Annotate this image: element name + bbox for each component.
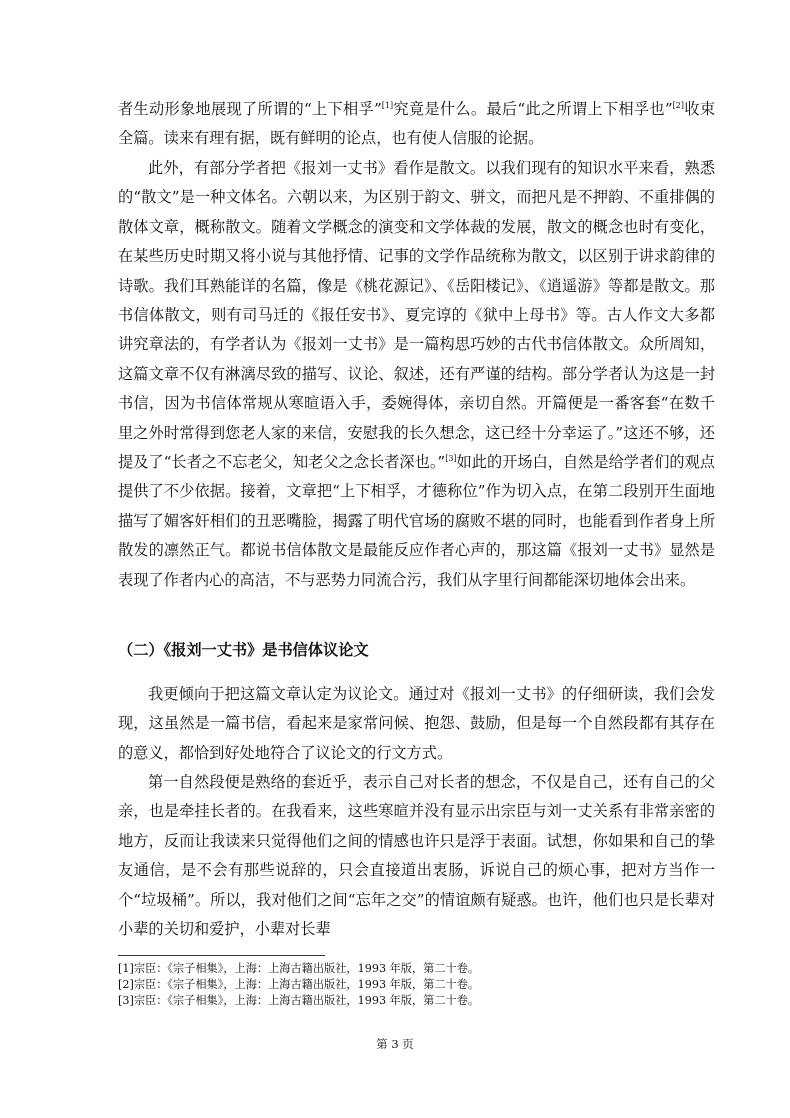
paragraph-text: 收束全篇。读来有理有据，既有鲜明的论点，也有使人信服的论据。 xyxy=(118,100,716,148)
footnote-ref-3: [3] xyxy=(445,454,457,464)
paragraph-text: 如此的开场白，自然是给学者们的观点提供了不少依据。接着，文章把“上下相孚，才德称位”作为切入点，在第二段别开生面地描写了媚客奸相们的丑恶嘴脸，揭露了明代官场的腐败不堪的同时，也能看到作者身上所散发的凛然正气。都说书信体散文是最能反应作者心声的，那这篇《报刘一丈书》显然是表现了作者内心的高洁，不与恶势力同流合污，我们从字里行间都能深切地体会出来。 xyxy=(118,453,715,589)
body-paragraph-1 xyxy=(118,95,715,154)
section-heading: （二）《报刘一丈书》是书信体议论文 xyxy=(118,641,369,659)
footnote-divider xyxy=(118,955,325,956)
paragraph-text: 究竟是什么。最后“此之所谓上下相孚也” xyxy=(393,100,673,118)
body-paragraph-2 xyxy=(118,154,715,595)
body-paragraph-4: 第一自然段便是熟络的套近乎，表示自己对长者的想念，不仅是自己，还有自己的父亲，也是牵挂长者的。在我看来，这些寒暄并没有显示出宗臣与刘一丈关系有非常亲密的地方，反而让我读来只觉得他们之间的情感也许只是浮于表面。试想，你如果和自己的挚友通信，是不会有那些说辞的，只会直接道出衷肠，诉说自己的烦心事，把对方当作一个“垃圾桶”。所以，我对他们之间“忘年之交”的情谊颇有疑惑。也许，他们也只是长辈对小辈的关切和爱护，小辈对长辈 xyxy=(118,773,715,939)
footnote-2: [2]宗臣：《宗子相集》，上海：上海古籍出版社，1993 年版，第二十卷。 xyxy=(118,978,480,991)
footnote-3: [3]宗臣：《宗子相集》，上海：上海古籍出版社，1993 年版，第二十卷。 xyxy=(118,994,480,1007)
body-paragraph-3: 我更倾向于把这篇文章认定为议论文。通过对《报刘一丈书》的仔细研读，我们会发现，这虽然是一篇书信，看起来是家常问候、抱怨、鼓励，但是每一个自然段都有其存在的意义，都恰到好处地符合了议论文的行文方式。 xyxy=(118,685,715,762)
footnote-ref-2: [2] xyxy=(672,101,685,110)
footnote-ref-1: [1] xyxy=(381,101,394,110)
page-number: 第 3 页 xyxy=(376,1037,414,1051)
paragraph-text: 此外，有部分学者把《报刘一丈书》看作是散文。以我们现有的知识水平来看，熟悉的“散文”是一种文体名。六朝以来，为区别于韵文、骈文，而把凡是不押韵、不重排偶的散体文章，概称散文。随着文学概念的演变和文学体裁的发展，散文的概念也时有变化，在某些历史时期又将小说与其他抒情、记事的文学作品统称为散文，以区别于讲求韵律的诗歌。我们耳熟能详的名篇，像是《桃花源记》、《岳阳楼记》、《逍遥游》等都是散文。那书信体散文，则有司马迁的《报任安书》、夏完谆的《狱中上母书》等。古人作文大多都讲究章法的，有学者认为《报刘一丈书》是一篇构思巧妙的古代书信体散文。众所周知，这篇文章不仅有淋漓尽致的描写、议论、叙述，还有严谨的结构。部分学者认为这是一封书信，因为书信体常规从寒暄语入手，委婉得体，亲切自然。开篇便是一番客套“在数千里之外时常得到您老人家的来信，安慰我的长久想念，这已经十分幸运了。”这还不够，还提及了“长者之不忘老父，知老父之念长者深也。” xyxy=(118,159,715,472)
paragraph-text: 者生动形象地展现了所谓的“上下相孚” xyxy=(118,100,382,118)
footnote-1: [1]宗臣：《宗子相集》，上海：上海古籍出版社，1993 年版，第二十卷。 xyxy=(118,962,480,975)
footnotes xyxy=(118,961,715,1009)
